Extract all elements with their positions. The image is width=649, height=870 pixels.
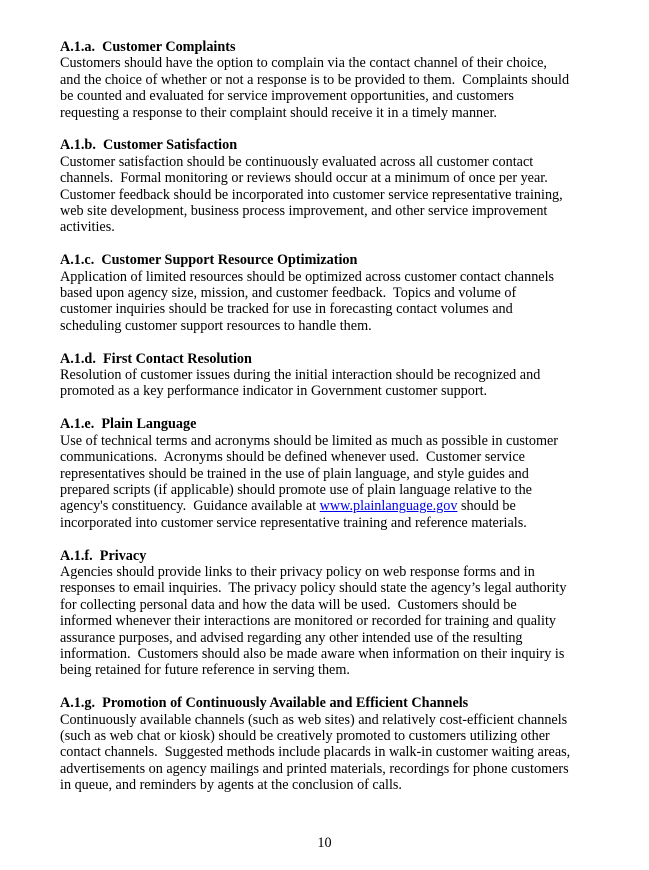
section-heading: A.1.d. First Contact Resolution — [60, 350, 252, 367]
body-text-line: prepared scripts (if applicable) should promote use of plain language relative to the — [60, 481, 532, 498]
body-text-line: activities. — [60, 219, 115, 236]
body-text-line: informed whenever their interactions are monitored or recorded for training and quality — [60, 613, 556, 630]
body-text-line: based upon agency size, mission, and customer feedback. Topics and volume of — [60, 285, 517, 302]
body-text-line: in queue, and reminders by agents at the conclusion of calls. — [60, 777, 402, 794]
body-text-line: Application of limited resources should be optimized across customer contact channels — [60, 268, 555, 285]
text-segment: agency's constituency. Guidance available at — [60, 498, 320, 515]
section — [60, 416, 620, 531]
section-heading: A.1.e. Plain Language — [60, 416, 197, 433]
body-text-line: Customers should have the option to complain via the contact channel of their choice, — [60, 55, 547, 72]
body-text-line: communications. Acronyms should be defined whenever used. Customer service — [60, 449, 525, 466]
body-text-line: be counted and evaluated for service improvement opportunities, and customers — [60, 88, 514, 105]
body-text-line: web site development, business process improvement, and other service improvement — [60, 203, 548, 220]
body-text-line: responses to email inquiries. The privacy policy should state the agency’s legal authority — [60, 580, 567, 597]
section-heading: A.1.b. Customer Satisfaction — [60, 137, 238, 154]
body-text-line: Agencies should provide links to their privacy policy on web response forms and in — [60, 563, 535, 580]
section — [60, 695, 620, 793]
body-text-line: Use of technical terms and acronyms should be limited as much as possible in customer — [60, 432, 559, 449]
section — [60, 351, 620, 400]
body-text-line: Continuously available channels (such as web sites) and relatively cost-efficient channels — [60, 711, 568, 728]
body-text-line: being retained for future reference in serving them. — [60, 662, 350, 679]
section-heading: A.1.c. Customer Support Resource Optimization — [60, 252, 358, 269]
section — [60, 548, 620, 679]
body-text-line: (such as web chat or kiosk) should be creatively promoted to customers utilizing other — [60, 727, 550, 744]
section-heading: A.1.g. Promotion of Continuously Available and Efficient Channels — [60, 695, 469, 712]
page-number: 10 — [317, 835, 332, 851]
body-text-line: scheduling customer support resources to handle them. — [60, 317, 372, 334]
section-heading: A.1.a. Customer Complaints — [60, 39, 236, 55]
text-segment: should be — [457, 498, 516, 515]
body-text-line: representatives should be trained in the use of plain language, and style guides and — [60, 465, 529, 482]
document-body — [60, 39, 620, 810]
section-heading: A.1.f. Privacy — [60, 547, 147, 564]
body-text-line: customer inquiries should be tracked for use in forecasting contact volumes and — [60, 301, 513, 318]
body-text-line: advertisements on agency mailings and printed materials, recordings for phone customers — [60, 760, 569, 777]
plainlanguage-link[interactable]: www.plainlanguage.gov — [319, 498, 458, 515]
body-text-line: assurance purposes, and advised regarding any other intended use of the resulting — [60, 629, 523, 646]
body-text-line: requesting a response to their complaint should receive it in a timely manner. — [60, 104, 497, 121]
body-text-line: information. Customers should also be made aware when information on their inquiry is — [60, 645, 565, 662]
body-text-line: and the choice of whether or not a response is to be provided to them. Complaints should — [60, 71, 570, 88]
body-text-line: channels. Formal monitoring or reviews should occur at a minimum of once per year. — [60, 170, 548, 187]
body-text-line: Resolution of customer issues during the initial interaction should be recognized and — [60, 367, 541, 384]
section — [60, 39, 620, 121]
body-text-line: incorporated into customer service representative training and reference materials. — [60, 514, 527, 531]
body-text-line: promoted as a key performance indicator in Government customer support. — [60, 383, 488, 400]
body-text-line: Customer satisfaction should be continuously evaluated across all customer contact — [60, 153, 534, 170]
body-text-line: Customer feedback should be incorporated into customer service representative training, — [60, 186, 563, 203]
body-text-line: contact channels. Suggested methods include placards in walk-in customer waiting areas, — [60, 744, 571, 761]
section — [60, 137, 620, 235]
body-text-line: for collecting personal data and how the data will be used. Customers should be — [60, 596, 517, 613]
section — [60, 252, 620, 334]
body-text-line — [60, 498, 620, 514]
